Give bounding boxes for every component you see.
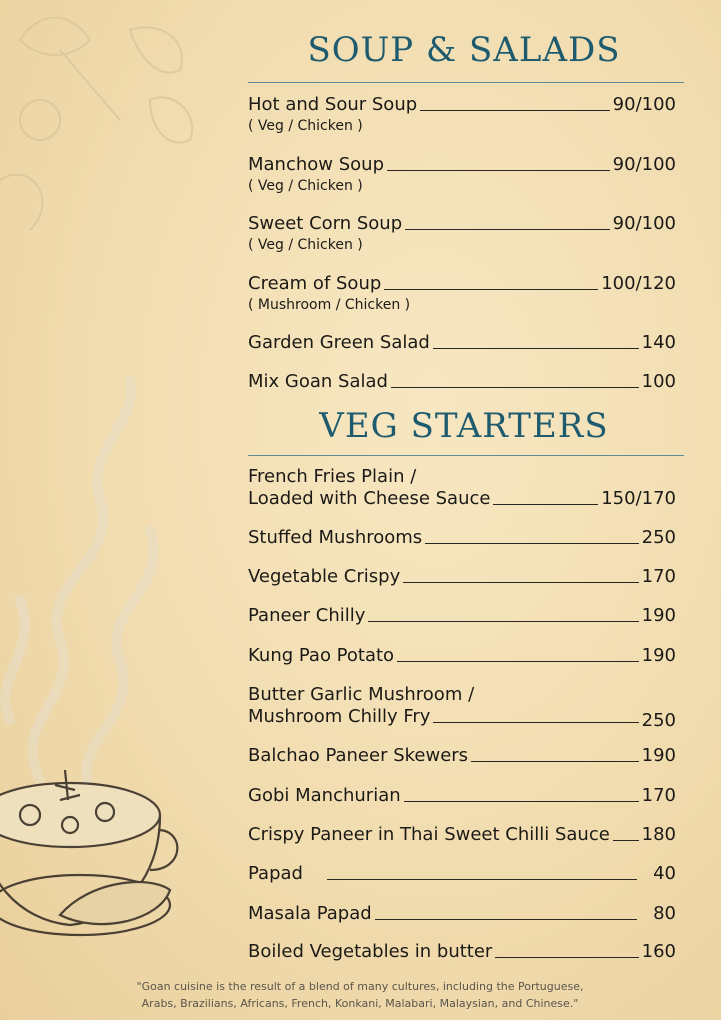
item-price: 160 xyxy=(641,941,676,962)
quote-line: "Goan cuisine is the result of a blend of many cultures, including the Portuguese, xyxy=(136,980,584,993)
item-price: 100/120 xyxy=(601,273,676,294)
item-price: 180 xyxy=(641,824,676,845)
item-name: Mushroom Chilly Fry xyxy=(248,706,431,727)
dotted-leader xyxy=(384,289,598,290)
item-variant: ( Veg / Chicken ) xyxy=(248,178,363,194)
menu-item xyxy=(248,941,676,963)
item-price: 190 xyxy=(641,745,676,766)
menu-item xyxy=(248,466,676,510)
menu-item xyxy=(248,371,676,393)
vegetable-sketch-icon xyxy=(0,18,192,231)
menu-item xyxy=(248,154,676,195)
item-price: 100 xyxy=(641,371,676,392)
quote-line: Arabs, Brazilians, Africans, French, Konkani, Malabari, Malaysian, and Chinese." xyxy=(141,997,579,1010)
dotted-leader xyxy=(375,919,637,920)
item-name: Hot and Sour Soup xyxy=(248,94,418,115)
steam-icon xyxy=(5,380,153,790)
menu-item xyxy=(248,903,676,925)
menu-item xyxy=(248,566,676,588)
item-name-line1: French Fries Plain / xyxy=(248,466,417,487)
item-name: Loaded with Cheese Sauce xyxy=(248,488,491,509)
item-price: 90/100 xyxy=(612,94,676,115)
dotted-leader xyxy=(613,840,639,841)
item-price: 140 xyxy=(641,332,676,353)
item-name-line1: Butter Garlic Mushroom / xyxy=(248,684,475,705)
menu-item xyxy=(248,527,676,549)
item-name: Kung Pao Potato xyxy=(248,645,395,666)
section-title: SOUP & SALADS xyxy=(307,30,621,70)
dotted-leader xyxy=(368,621,638,622)
item-name: Cream of Soup xyxy=(248,273,382,294)
item-price: 250 xyxy=(641,527,676,548)
dotted-leader xyxy=(405,229,610,230)
item-price: 90/100 xyxy=(612,213,676,234)
item-price: 150/170 xyxy=(601,488,676,509)
soup-bowl-icon xyxy=(0,770,177,935)
menu-item xyxy=(248,213,676,254)
item-price: 170 xyxy=(641,785,676,806)
item-name: Stuffed Mushrooms xyxy=(248,527,423,548)
dotted-leader xyxy=(397,661,639,662)
menu-item xyxy=(248,273,676,314)
menu-item xyxy=(248,94,676,135)
item-price: 250 xyxy=(641,710,676,731)
menu-item xyxy=(248,684,676,731)
dotted-leader xyxy=(493,504,598,505)
dotted-leader xyxy=(471,761,639,762)
dotted-leader xyxy=(327,879,637,880)
dotted-leader xyxy=(495,957,638,958)
item-name: Mix Goan Salad xyxy=(248,371,388,392)
item-name: Balchao Paneer Skewers xyxy=(248,745,469,766)
dotted-leader xyxy=(420,110,610,111)
menu-item xyxy=(248,745,676,767)
dotted-leader xyxy=(391,387,639,388)
menu-item xyxy=(248,332,676,354)
item-name: Crispy Paneer in Thai Sweet Chilli Sauce xyxy=(248,824,610,845)
item-name: Paneer Chilly xyxy=(248,605,366,626)
item-name: Gobi Manchurian xyxy=(248,785,401,806)
item-name: Sweet Corn Soup xyxy=(248,213,403,234)
item-name: Boiled Vegetables in butter xyxy=(248,941,493,962)
section-divider xyxy=(248,82,684,83)
item-price: 190 xyxy=(641,605,676,626)
item-variant: ( Veg / Chicken ) xyxy=(248,237,363,253)
item-name: Garden Green Salad xyxy=(248,332,430,353)
item-name: Vegetable Crispy xyxy=(248,566,401,587)
menu-item xyxy=(248,645,676,667)
menu-item xyxy=(248,824,676,846)
dotted-leader xyxy=(433,348,639,349)
dotted-leader xyxy=(387,170,610,171)
dotted-leader xyxy=(404,801,639,802)
menu-item xyxy=(248,785,676,807)
menu-item xyxy=(248,863,676,885)
item-price: 170 xyxy=(641,566,676,587)
item-variant: ( Mushroom / Chicken ) xyxy=(248,297,411,313)
item-name: Masala Papad xyxy=(248,903,372,924)
section-title: VEG STARTERS xyxy=(319,406,609,446)
dotted-leader xyxy=(403,582,638,583)
dotted-leader xyxy=(433,722,638,723)
dotted-leader xyxy=(425,543,638,544)
item-price: 80 xyxy=(653,903,676,924)
section-divider xyxy=(248,455,684,456)
item-name: Manchow Soup xyxy=(248,154,385,175)
item-price: 190 xyxy=(641,645,676,666)
item-price: 40 xyxy=(653,863,676,884)
item-variant: ( Veg / Chicken ) xyxy=(248,118,363,134)
footer-quote xyxy=(120,978,600,1012)
item-price: 90/100 xyxy=(612,154,676,175)
item-name: Papad xyxy=(248,863,303,884)
menu-item xyxy=(248,605,676,627)
